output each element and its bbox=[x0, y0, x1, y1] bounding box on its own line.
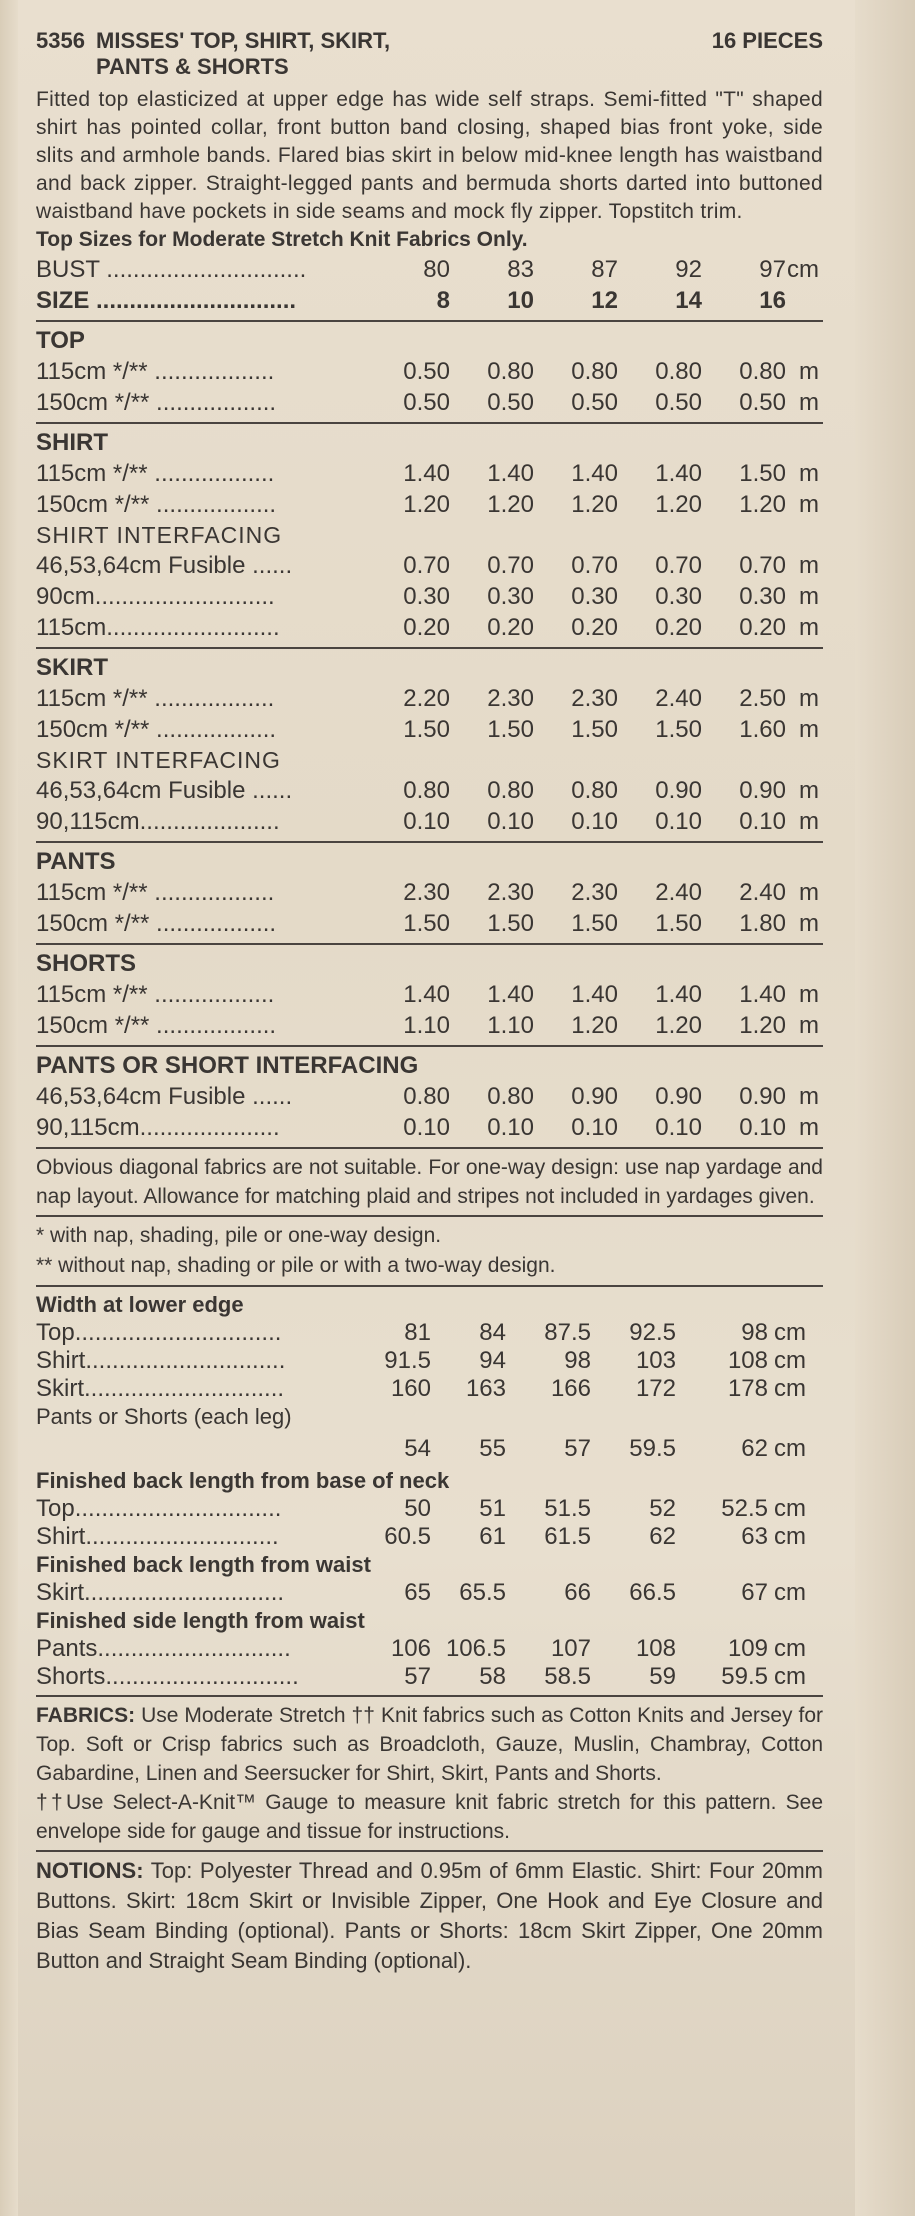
yardage-value: 2.20 bbox=[403, 685, 450, 712]
yardage-unit: m bbox=[799, 910, 819, 937]
yardage-row bbox=[36, 458, 823, 489]
yardage-value: 2.30 bbox=[403, 879, 450, 906]
yardage-value: 0.10 bbox=[571, 1114, 618, 1141]
yardage-value: 1.50 bbox=[487, 910, 534, 937]
width-title: Width at lower edge bbox=[36, 1292, 244, 1317]
yardage-value: 0.20 bbox=[655, 614, 702, 641]
yardage-value: 1.40 bbox=[487, 460, 534, 487]
section-title: SKIRT bbox=[36, 654, 108, 681]
yardage-value: 1.40 bbox=[571, 981, 618, 1008]
yardage-unit: m bbox=[799, 389, 819, 416]
yardage-value: 0.20 bbox=[403, 614, 450, 641]
yardage-value: 0.10 bbox=[571, 808, 618, 835]
yardage-unit: m bbox=[799, 491, 819, 518]
yardage-unit: m bbox=[799, 685, 819, 712]
yardage-row bbox=[36, 387, 823, 418]
size-row bbox=[36, 285, 823, 316]
yardage-value: 1.20 bbox=[655, 1012, 702, 1039]
back-neck-title: Finished back length from base of neck bbox=[36, 1468, 450, 1493]
yardage-row bbox=[36, 581, 823, 612]
divider bbox=[36, 1285, 823, 1287]
yardage-value: 0.10 bbox=[403, 808, 450, 835]
notions-heading: NOTIONS: bbox=[36, 1858, 144, 1883]
yardage-value: 0.90 bbox=[655, 1083, 702, 1110]
divider bbox=[36, 1850, 823, 1852]
yardage-value: 0.80 bbox=[403, 777, 450, 804]
yardage-value: 0.10 bbox=[487, 808, 534, 835]
fabrics-heading: FABRICS: bbox=[36, 1704, 136, 1727]
yardage-row bbox=[36, 1010, 823, 1041]
yardage-value: 0.70 bbox=[739, 552, 786, 579]
yardage-row bbox=[36, 356, 823, 387]
bust-row bbox=[36, 254, 823, 285]
yardage-unit: m bbox=[799, 879, 819, 906]
yardage-label: 150cm */** .................. bbox=[36, 1012, 277, 1039]
yardage-value: 1.20 bbox=[487, 491, 534, 518]
yardage-label: 115cm */** .................. bbox=[36, 879, 275, 906]
yardage-value: 0.10 bbox=[739, 1114, 786, 1141]
size-value: 8 bbox=[436, 287, 450, 314]
yardage-value: 1.50 bbox=[571, 716, 618, 743]
yardage-value: 0.50 bbox=[655, 389, 702, 416]
notions-text: Top: Polyester Thread and 0.95m of 6mm Elastic. Shirt: Four 20mm Buttons. Skirt: 18cm Skirt or Invisible Zipper, One Hook and Eye Closure and Bias Seam Binding (optional). Pants or Shorts: 18cm Skirt Zipper, One 20mm Button and Straight Seam Binding (optional). bbox=[36, 1858, 823, 1973]
size-value: 10 bbox=[507, 287, 534, 314]
yardage-value: 0.80 bbox=[655, 358, 702, 385]
yardage-value: 0.70 bbox=[655, 552, 702, 579]
measure-row: Top............................... 81 84 87.5 92.5 98 cm bbox=[36, 1319, 806, 1346]
yardage-label: 115cm */** .................. bbox=[36, 981, 275, 1008]
yardage-row bbox=[36, 489, 823, 520]
yardage-value: 1.40 bbox=[739, 981, 786, 1008]
size-value: 12 bbox=[591, 287, 618, 314]
size-value: 16 bbox=[759, 287, 786, 314]
yardage-label: 115cm */** .................. bbox=[36, 685, 275, 712]
yardage-row bbox=[36, 775, 823, 806]
yardage-value: 0.50 bbox=[571, 389, 618, 416]
measure-row: Top............................... 50 51 51.5 52 52.5 cm bbox=[36, 1495, 806, 1522]
bust-value: 97 bbox=[759, 256, 786, 283]
yardage-value: 1.50 bbox=[739, 460, 786, 487]
yardage-unit: m bbox=[799, 777, 819, 804]
yardage-value: 1.20 bbox=[655, 491, 702, 518]
yardage-unit: m bbox=[799, 460, 819, 487]
yardage-label: 115cm.......................... bbox=[36, 614, 280, 641]
yardage-unit: m bbox=[799, 981, 819, 1008]
yardage-value: 1.20 bbox=[403, 491, 450, 518]
divider bbox=[36, 1215, 823, 1217]
yardage-row bbox=[36, 612, 823, 643]
fabrics bbox=[36, 1701, 823, 1788]
yardage-label: 90cm........................... bbox=[36, 583, 275, 610]
yardage-row bbox=[36, 683, 823, 714]
yardage-value: 0.30 bbox=[655, 583, 702, 610]
yardage-label: 46,53,64cm Fusible ...... bbox=[36, 552, 293, 579]
yardage-value: 1.60 bbox=[739, 716, 786, 743]
yardage-unit: m bbox=[799, 614, 819, 641]
interfacing-title: SKIRT INTERFACING bbox=[36, 747, 281, 773]
yardage-value: 0.80 bbox=[487, 358, 534, 385]
divider bbox=[36, 1045, 823, 1047]
yardage-value: 0.90 bbox=[739, 777, 786, 804]
yardage-label: 150cm */** .................. bbox=[36, 389, 277, 416]
yardage-label: 150cm */** .................. bbox=[36, 491, 277, 518]
section-title: PANTS bbox=[36, 848, 116, 875]
yardage-label: 150cm */** .................. bbox=[36, 716, 277, 743]
yardage-value: 0.80 bbox=[571, 777, 618, 804]
yardage-row bbox=[36, 908, 823, 939]
yardage-label: 46,53,64cm Fusible ...... bbox=[36, 777, 293, 804]
size-label: SIZE .............................. bbox=[36, 287, 297, 314]
pattern-title: MISSES' TOP, SHIRT, SKIRT, bbox=[96, 28, 391, 53]
yardage-value: 0.70 bbox=[571, 552, 618, 579]
yardage-value: 0.50 bbox=[403, 358, 450, 385]
divider bbox=[36, 1695, 823, 1697]
yardage-value: 0.50 bbox=[487, 389, 534, 416]
yardage-value: 1.20 bbox=[739, 491, 786, 518]
yardage-unit: m bbox=[799, 1012, 819, 1039]
yardage-unit: m bbox=[799, 552, 819, 579]
notions bbox=[36, 1856, 823, 1976]
yardage-value: 1.40 bbox=[403, 981, 450, 1008]
yardage-unit: m bbox=[799, 716, 819, 743]
yardage-unit: m bbox=[799, 1083, 819, 1110]
yardage-row bbox=[36, 714, 823, 745]
interfacing-title: SHIRT INTERFACING bbox=[36, 522, 283, 548]
yardage-label: 115cm */** .................. bbox=[36, 358, 275, 385]
yardage-value: 0.90 bbox=[571, 1083, 618, 1110]
bust-value: 87 bbox=[591, 256, 618, 283]
yardage-value: 0.30 bbox=[487, 583, 534, 610]
yardage-value: 1.20 bbox=[571, 1012, 618, 1039]
yardage-value: 2.30 bbox=[571, 879, 618, 906]
yardage-value: 0.90 bbox=[655, 777, 702, 804]
yardage-value: 1.10 bbox=[403, 1012, 450, 1039]
bust-value: 83 bbox=[507, 256, 534, 283]
yardage-value: 0.30 bbox=[403, 583, 450, 610]
yardage-value: 1.50 bbox=[403, 910, 450, 937]
back-waist-title: Finished back length from waist bbox=[36, 1552, 371, 1577]
yardage-sections bbox=[36, 320, 823, 1143]
yardage-value: 1.50 bbox=[571, 910, 618, 937]
yardage-value: 0.10 bbox=[403, 1114, 450, 1141]
yardage-unit: m bbox=[799, 583, 819, 610]
footnote-with-nap: * with nap, shading, pile or one-way design. bbox=[36, 1224, 442, 1247]
yardage-value: 0.50 bbox=[739, 389, 786, 416]
yardage-value: 1.20 bbox=[571, 491, 618, 518]
measure-row: Shirt.............................. 91.5 94 98 103 108 cm bbox=[36, 1347, 806, 1374]
section-title: SHIRT bbox=[36, 429, 108, 456]
divider bbox=[36, 841, 823, 843]
yardage-value: 0.20 bbox=[571, 614, 618, 641]
yardage-value: 2.40 bbox=[655, 685, 702, 712]
pattern-subtitle: PANTS & SHORTS bbox=[96, 54, 289, 79]
side-waist-title: Finished side length from waist bbox=[36, 1608, 365, 1633]
pattern-number: 5356 bbox=[36, 28, 85, 53]
size-value: 14 bbox=[675, 287, 702, 314]
bust-value: 80 bbox=[423, 256, 450, 283]
yardage-label: 90,115cm..................... bbox=[36, 1114, 280, 1141]
yardage-label: 90,115cm..................... bbox=[36, 808, 280, 835]
measure-row: Skirt.............................. 65 65.5 66 66.5 67 cm bbox=[36, 1579, 806, 1606]
yardage-value: 0.70 bbox=[403, 552, 450, 579]
yardage-unit: m bbox=[799, 1114, 819, 1141]
yardage-value: 1.50 bbox=[487, 716, 534, 743]
measure-row: Shorts............................. 57 58 58.5 59 59.5 cm bbox=[36, 1663, 806, 1690]
section-title: PANTS OR SHORT INTERFACING bbox=[36, 1052, 419, 1079]
yardage-value: 0.10 bbox=[487, 1114, 534, 1141]
footnote-without-nap: ** without nap, shading or pile or with a two-way design. bbox=[36, 1254, 556, 1277]
section-title: TOP bbox=[36, 327, 85, 354]
yardage-row bbox=[36, 877, 823, 908]
yardage-value: 1.40 bbox=[487, 981, 534, 1008]
yardage-value: 1.20 bbox=[739, 1012, 786, 1039]
yardage-value: 2.40 bbox=[739, 879, 786, 906]
yardage-value: 1.80 bbox=[739, 910, 786, 937]
yardage-value: 1.40 bbox=[655, 981, 702, 1008]
top-sizes-note: Top Sizes for Moderate Stretch Knit Fabrics Only. bbox=[36, 228, 528, 251]
yardage-row bbox=[36, 550, 823, 581]
divider bbox=[36, 320, 823, 322]
yardage-unit: m bbox=[799, 808, 819, 835]
yardage-label: 115cm */** .................. bbox=[36, 460, 275, 487]
yardage-value: 2.30 bbox=[487, 685, 534, 712]
yardage-row bbox=[36, 1112, 823, 1143]
yardage-value: 0.80 bbox=[571, 358, 618, 385]
yardage-value: 0.80 bbox=[487, 1083, 534, 1110]
yardage-value: 0.30 bbox=[739, 583, 786, 610]
description: Fitted top elasticized at upper edge has wide self straps. Semi-fitted "T" shaped shirt has pointed collar, front button band closing, shaped bias front yoke, side slits and armhole bands. Flared bias skirt in below mid-knee length has waistband and back zipper. Straight-legged pants and bermuda shorts darted into buttoned waistband have pockets in side seams and mock fly zipper. Topstitch trim. bbox=[36, 88, 823, 223]
bust-label: BUST .............................. bbox=[36, 256, 307, 283]
yardage-value: 1.50 bbox=[655, 910, 702, 937]
measurements bbox=[36, 1291, 823, 1691]
yardage-value: 0.90 bbox=[739, 1083, 786, 1110]
yardage-value: 1.40 bbox=[571, 460, 618, 487]
yardage-value: 0.70 bbox=[487, 552, 534, 579]
yardage-value: 1.50 bbox=[655, 716, 702, 743]
measure-row: Skirt.............................. 160 163 166 172 178 cm bbox=[36, 1375, 806, 1402]
yardage-value: 0.30 bbox=[571, 583, 618, 610]
yardage-value: 2.40 bbox=[655, 879, 702, 906]
yardage-value: 1.50 bbox=[403, 716, 450, 743]
yardage-value: 0.20 bbox=[739, 614, 786, 641]
divider bbox=[36, 943, 823, 945]
measure-row: Shirt............................. 60.5 61 61.5 62 63 cm bbox=[36, 1523, 806, 1550]
divider bbox=[36, 1147, 823, 1149]
pants-label: Pants or Shorts (each leg) bbox=[36, 1404, 292, 1429]
yardage-value: 2.50 bbox=[739, 685, 786, 712]
bust-unit: cm bbox=[787, 256, 819, 283]
yardage-value: 1.40 bbox=[655, 460, 702, 487]
yardage-value: 2.30 bbox=[571, 685, 618, 712]
section-title: SHORTS bbox=[36, 950, 137, 977]
divider bbox=[36, 647, 823, 649]
yardage-row bbox=[36, 1081, 823, 1112]
yardage-row bbox=[36, 806, 823, 837]
header bbox=[36, 28, 823, 54]
piece-count: 16 PIECES bbox=[711, 28, 823, 53]
measure-row: 54 55 57 59.5 62 cm bbox=[404, 1435, 806, 1462]
fabrics-text: Use Moderate Stretch †† Knit fabrics such as Cotton Knits and Jersey for Top. Soft or Crisp fabrics such as Broadcloth, Gauze, Muslin, Chambray, Cotton Gabardine, Linen and Seersucker for Shirt, Skirt, Pants and Shorts. bbox=[36, 1704, 823, 1785]
measure-row: Pants............................. 106 106.5 107 108 109 cm bbox=[36, 1635, 806, 1662]
yardage-value: 0.20 bbox=[487, 614, 534, 641]
diagonal-note: Obvious diagonal fabrics are not suitable. For one-way design: use nap yardage and nap layout. Allowance for matching plaid and stripes not included in yardages given. bbox=[36, 1156, 823, 1208]
yardage-label: 46,53,64cm Fusible ...... bbox=[36, 1083, 293, 1110]
bust-value: 92 bbox=[675, 256, 702, 283]
yardage-value: 0.10 bbox=[739, 808, 786, 835]
yardage-value: 2.30 bbox=[487, 879, 534, 906]
gauge-text: ††Use Select-A-Knit™ Gauge to measure knit fabric stretch for this pattern. See envelope side for gauge and tissue for instructions. bbox=[36, 1791, 823, 1843]
yardage-value: 1.10 bbox=[487, 1012, 534, 1039]
yardage-value: 0.10 bbox=[655, 1114, 702, 1141]
divider bbox=[36, 422, 823, 424]
yardage-value: 0.50 bbox=[403, 389, 450, 416]
yardage-value: 0.80 bbox=[739, 358, 786, 385]
yardage-value: 0.80 bbox=[487, 777, 534, 804]
yardage-label: 150cm */** .................. bbox=[36, 910, 277, 937]
yardage-value: 0.10 bbox=[655, 808, 702, 835]
yardage-value: 1.40 bbox=[403, 460, 450, 487]
yardage-value: 0.80 bbox=[403, 1083, 450, 1110]
yardage-unit: m bbox=[799, 358, 819, 385]
yardage-row bbox=[36, 979, 823, 1010]
